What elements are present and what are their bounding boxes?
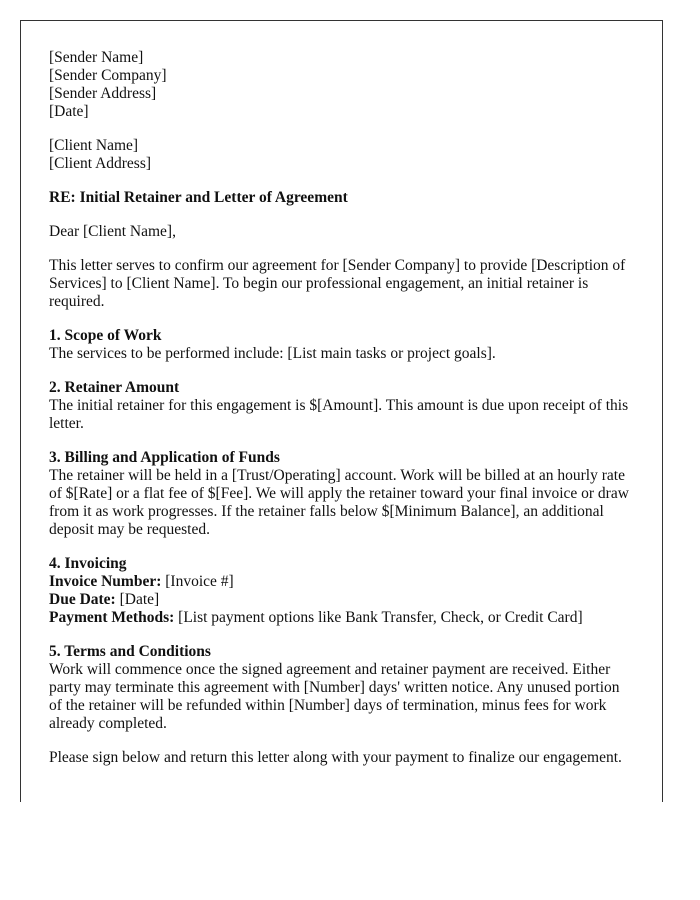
- section-heading: 4. Invoicing: [49, 555, 127, 572]
- client-block: [49, 137, 634, 173]
- section-retainer: [49, 379, 634, 433]
- section-heading: 2. Retainer Amount: [49, 379, 180, 396]
- sender-block: [49, 49, 634, 121]
- field-value: [Date]: [115, 591, 160, 608]
- sender-company: [Sender Company]: [49, 67, 167, 84]
- section-heading: 3. Billing and Application of Funds: [49, 449, 280, 466]
- section-heading: 1. Scope of Work: [49, 327, 162, 344]
- salutation: Dear [Client Name],: [49, 223, 176, 240]
- section-invoicing: [49, 555, 634, 627]
- sender-address: [Sender Address]: [49, 85, 157, 102]
- section-terms: [49, 643, 634, 733]
- intro-paragraph: This letter serves to confirm our agreement for [Sender Company] to provide [Description of Services] to [Client Name]. To begin our professional engagement, an initial retainer is required.: [49, 257, 626, 310]
- field-label: Due Date:: [49, 591, 116, 608]
- section-scope: [49, 327, 634, 363]
- client-name: [Client Name]: [49, 137, 139, 154]
- client-address: [Client Address]: [49, 155, 152, 172]
- field-label: Payment Methods:: [49, 609, 175, 626]
- sender-name: [Sender Name]: [49, 49, 144, 66]
- closing-paragraph: Please sign below and return this letter along with your payment to finalize our engagement.: [49, 749, 622, 766]
- subject-line: RE: Initial Retainer and Letter of Agreement: [49, 189, 348, 206]
- field-value: [List payment options like Bank Transfer, Check, or Credit Card]: [174, 609, 583, 626]
- letter-page: [20, 20, 663, 802]
- section-body: The initial retainer for this engagement is $[Amount]. This amount is due upon receipt of this letter.: [49, 397, 629, 432]
- field-label: Invoice Number:: [49, 573, 162, 590]
- section-billing: [49, 449, 634, 539]
- field-value: [Invoice #]: [161, 573, 234, 590]
- section-heading: 5. Terms and Conditions: [49, 643, 211, 660]
- section-body: Work will commence once the signed agreement and retainer payment are received. Either party may terminate this agreement with [Number] days' written notice. Any unused portion of the retainer will be refunded within [Number] days of termination, minus fees for work already completed.: [49, 661, 620, 732]
- letter-date: [Date]: [49, 103, 89, 120]
- section-body: The services to be performed include: [List main tasks or project goals].: [49, 345, 496, 362]
- section-body: The retainer will be held in a [Trust/Operating] account. Work will be billed at an hourly rate of $[Rate] or a flat fee of $[Fee]. We will apply the retainer toward your final invoice or draw from it as work progresses. If the retainer falls below $[Minimum Balance], an additional deposit may be requested.: [49, 467, 629, 538]
